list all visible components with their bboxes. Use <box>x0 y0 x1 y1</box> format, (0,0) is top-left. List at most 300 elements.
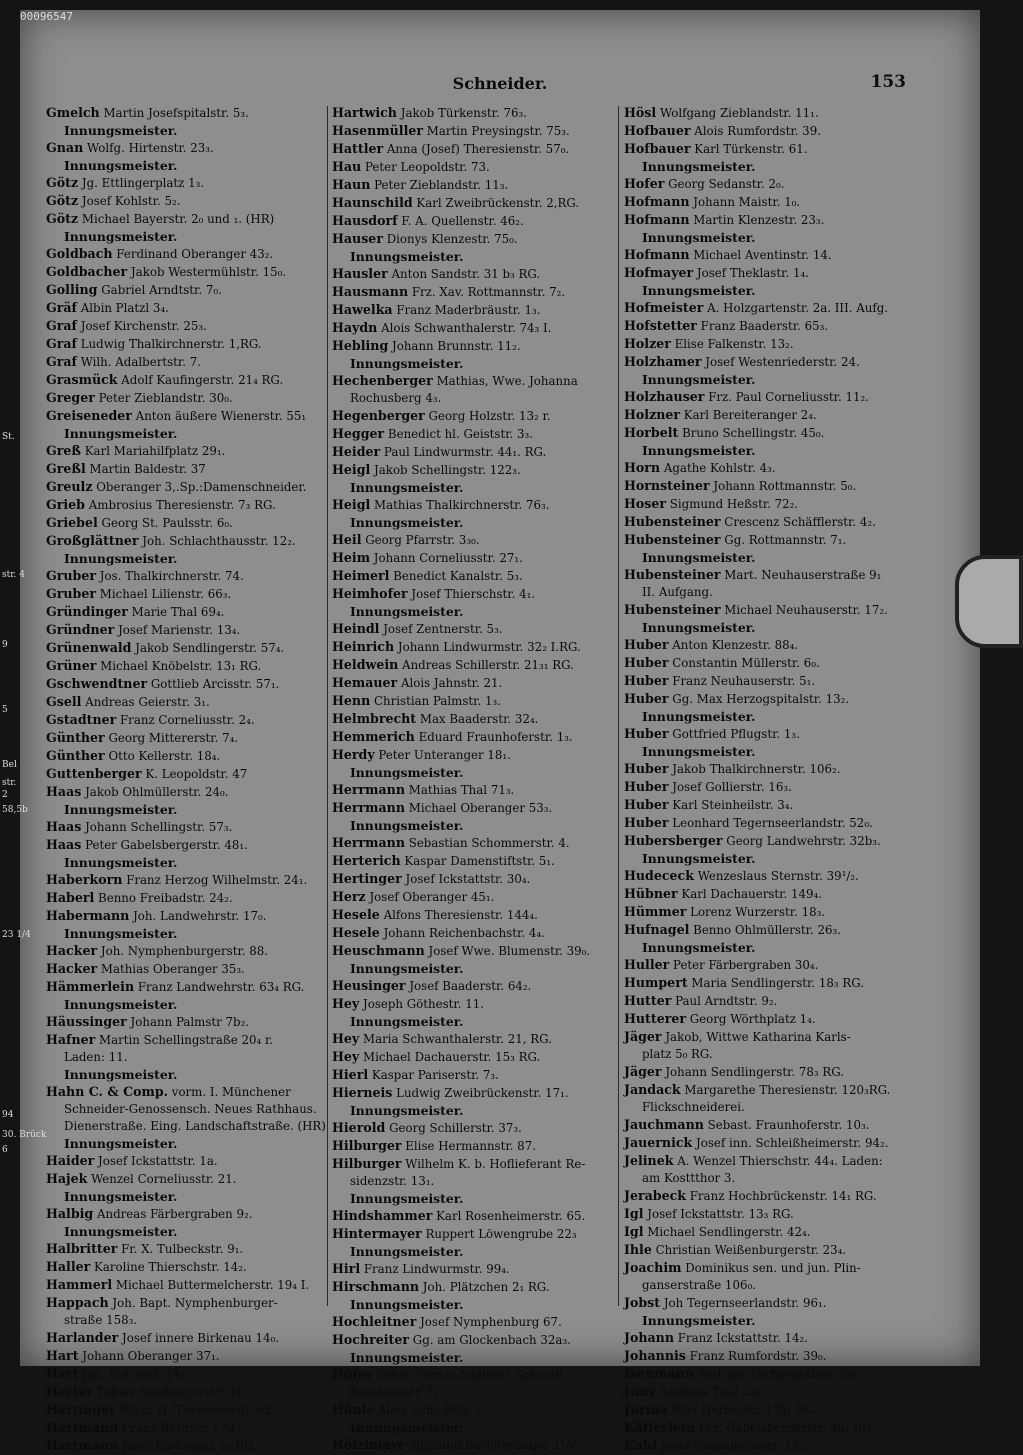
directory-entry <box>332 942 620 960</box>
entry-surname: Heigl <box>332 462 371 477</box>
entry-details: Frz. Gabelsbergerstr. 46₁ RG. <box>698 1421 876 1435</box>
directory-entry <box>332 531 620 549</box>
entry-details: Wenzel Corneliusstr. 21. <box>91 1172 237 1186</box>
directory-entry <box>624 1365 912 1383</box>
entry-details: Franz Rumfordstr. 39₀. <box>689 1349 827 1363</box>
entry-details: Ludwig Thalkirchnerstr. 1,RG. <box>80 337 262 351</box>
directory-entry <box>46 1205 334 1223</box>
directory-entry <box>624 832 912 850</box>
entry-surname: Greiseneder <box>46 408 132 423</box>
margin-note: 6 <box>2 1145 8 1155</box>
entry-surname: Habermann <box>46 908 130 923</box>
entry-surname: Horbelt <box>624 425 679 440</box>
entry-details: Johann Corneliusstr. 27₁. <box>373 551 523 565</box>
entry-details: Johann Reichenbachstr. 4₄. <box>383 926 545 940</box>
entry-details: Michael Knöbelstr. 13₁ RG. <box>100 659 262 673</box>
directory-entry <box>624 725 912 743</box>
directory-entry <box>624 1437 912 1455</box>
directory-entry <box>332 1278 620 1296</box>
entry-surname: Hofmayer <box>624 265 694 280</box>
entry-surname: Hofmeister <box>624 300 704 315</box>
entry-surname: Hierl <box>332 1067 369 1082</box>
directory-entry <box>332 1155 620 1173</box>
entry-surname: Heigl <box>332 497 371 512</box>
entry-surname: Hofstetter <box>624 318 697 333</box>
directory-entry <box>332 496 620 514</box>
directory-entry <box>624 1419 912 1437</box>
directory-entry <box>624 122 912 140</box>
directory-entry <box>624 1241 912 1259</box>
entry-details: Paul Lindwurmstr. 44₁. RG. <box>383 445 547 459</box>
entry-details: Joh Tegernseerlandstr. 96₁. <box>663 1296 827 1310</box>
guild-master-note: Innungsmeister. <box>64 1136 178 1151</box>
entry-details: Michael Neuhauserstr. 17₂. <box>724 603 888 617</box>
entry-surname: Heldwein <box>332 657 399 672</box>
entry-surname: Gstadtner <box>46 712 117 727</box>
entry-details: Jakob Türkenstr. 76₃. <box>400 106 527 120</box>
entry-details: Constantin Müllerstr. 6₀. <box>672 656 820 670</box>
entry-details: Alois Jahnstr. 21. <box>400 676 503 690</box>
entry-details: Anton Klenzestr. 88₄. <box>672 638 799 652</box>
guild-master-note: Innungsmeister. <box>350 765 464 780</box>
entry-details: Benedict Kanalstr. 5₃. <box>393 569 523 583</box>
entry-surname: Herterich <box>332 853 401 868</box>
margin-note: 23 1/4 <box>2 930 31 940</box>
entry-details: Josef Thierschstr. 4₁. <box>411 587 536 601</box>
directory-entry <box>46 711 334 729</box>
directory-entry <box>624 885 912 903</box>
entry-surname: Ihle <box>624 1242 652 1257</box>
entry-details: Anton äußere Wienerstr. 55₁ <box>135 409 307 423</box>
entry-surname: Hösl <box>624 105 657 120</box>
entry-surname: Hutterer <box>624 1011 686 1026</box>
entry-surname: Huber <box>624 797 669 812</box>
entry-details: Georg Holzstr. 13₂ r. <box>428 409 551 423</box>
directory-entry <box>624 246 912 264</box>
directory-entry <box>46 765 334 783</box>
entry-details: Martin Preysingstr. 75₃. <box>426 124 570 138</box>
entry-details: Franz Hochbrückenstr. 14₁ RG. <box>689 1189 877 1203</box>
guild-master-note: Innungsmeister. <box>350 604 464 619</box>
entry-details: Martin Klenzestr. 23₃. <box>693 213 825 227</box>
guild-master-note: Innungsmeister. <box>642 744 756 759</box>
entry-surname: Häussinger <box>46 1014 127 1029</box>
entry-continuation: Dienerstraße. Eing. Landschaftstraße. (HR) <box>64 1119 326 1133</box>
directory-entry <box>46 245 334 263</box>
directory-entry <box>624 1116 912 1134</box>
page-number: 153 <box>870 72 906 92</box>
entry-surname: Haas <box>46 837 82 852</box>
margin-note: str. <box>2 778 17 788</box>
entry-details: Gg. am Glockenbach 32a₃. <box>412 1333 571 1347</box>
directory-entry <box>46 783 334 801</box>
entry-surname: Grieb <box>46 497 85 512</box>
entry-continuation: Schneider-Genossensch. Neues Rathhaus. <box>64 1102 317 1116</box>
entry-surname: Hubersberger <box>624 833 723 848</box>
entry-details: Mart. Neuhauserstraße 9₁ <box>724 568 882 582</box>
entry-surname: Gründner <box>46 622 115 637</box>
entry-surname: Herdy <box>332 747 375 762</box>
entry-details: Frz. Xav. Rottmannstr. 7₂. <box>411 285 566 299</box>
entry-details: Josef Ickstattstr. 30₄. <box>405 872 531 886</box>
entry-surname: Gruber <box>46 586 96 601</box>
scan-id: 00096547 <box>20 10 73 23</box>
entry-details: Johann Rottmannstr. 5₀. <box>713 479 857 493</box>
directory-entry <box>46 729 334 747</box>
entry-surname: Heider <box>332 444 381 459</box>
entry-surname: Haunschild <box>332 195 413 210</box>
directory-entry <box>332 781 620 799</box>
directory-entry <box>624 211 912 229</box>
entry-surname: Heil <box>332 532 362 547</box>
directory-entry <box>332 638 620 656</box>
directory-entry <box>624 299 912 317</box>
directory-entry <box>332 230 620 248</box>
guild-master-note: Innungsmeister. <box>350 961 464 976</box>
directory-entry <box>46 603 334 621</box>
directory-entry <box>46 1383 334 1401</box>
directory-entry <box>46 263 334 281</box>
entry-surname: Graf <box>46 354 77 369</box>
directory-entry <box>332 1137 620 1155</box>
guild-master-note: Innungsmeister. <box>350 1103 464 1118</box>
directory-entry <box>624 1401 912 1419</box>
entry-surname: Götz <box>46 175 79 190</box>
entry-details: Martin Baldestr. 37 <box>89 462 206 476</box>
directory-entry <box>624 1081 912 1099</box>
entry-details: Marie Thal 69₄. <box>131 605 225 619</box>
entry-surname: Jandack <box>624 1082 681 1097</box>
directory-entry <box>46 1083 334 1101</box>
entry-surname: Hubensteiner <box>624 567 721 582</box>
entry-details: A. Holzgartenstr. 2a. III. Aufg. <box>707 301 889 315</box>
entry-details: Johann Maistr. 1₀. <box>693 195 801 209</box>
guild-master-note: Innungsmeister. <box>642 620 756 635</box>
guild-master-note: Innungsmeister. <box>642 159 756 174</box>
entry-surname: Herrmann <box>332 782 405 797</box>
entry-details: Mathias Oberanger 35₃. <box>100 962 245 976</box>
entry-surname: Hegenberger <box>332 408 425 423</box>
directory-entry <box>46 1031 334 1049</box>
entry-surname: Heinrich <box>332 639 395 654</box>
entry-surname: Haider <box>46 1153 95 1168</box>
directory-entry <box>46 1152 334 1170</box>
entry-surname: Jobst <box>624 1295 661 1310</box>
entry-details: Johann Sendlingerstr. 78₃ RG. <box>665 1065 845 1079</box>
entry-surname: Jauernick <box>624 1135 693 1150</box>
entry-details: Bruno Schellingstr. 45₀. <box>682 426 825 440</box>
entry-surname: Heimhofer <box>332 586 408 601</box>
entry-surname: Heindl <box>332 621 380 636</box>
entry-surname: Hattler <box>332 141 384 156</box>
entry-details: Karl Bereiteranger 2₄. <box>683 408 817 422</box>
directory-entry <box>332 567 620 585</box>
entry-details: Gottfried Pflugstr. 1₃. <box>672 727 800 741</box>
entry-details: A. Wenzel Thierschstr. 44₄. Laden: <box>677 1154 883 1168</box>
guild-master-note: Innungsmeister. <box>64 426 178 441</box>
entry-details: Benedict hl. Geiststr. 3₃. <box>387 427 534 441</box>
guild-master-note: Innungsmeister. <box>642 851 756 866</box>
entry-surname: Haas <box>46 819 82 834</box>
directory-entry <box>46 532 334 550</box>
entry-details: Karl Rosenheimerstr. 65. <box>436 1209 586 1223</box>
entry-details: Andreas Geierstr. 3₁. <box>85 695 210 709</box>
entry-surname: Hofmann <box>624 194 690 209</box>
entry-details: F. A. Quellenstr. 46₂. <box>401 214 524 228</box>
entry-surname: Holzner <box>624 407 681 422</box>
entry-surname: Hofbauer <box>624 123 691 138</box>
directory-entry <box>624 1063 912 1081</box>
guild-master-note: Innungsmeister. <box>642 1313 756 1328</box>
entry-details: Peter Unteranger 18₁. <box>378 748 511 762</box>
entry-details: Joh. Bapt. Nymphenburger- <box>112 1296 278 1310</box>
directory-entry <box>332 1260 620 1278</box>
entry-details: Josef Westenriederstr. 24. <box>705 355 860 369</box>
entry-surname: Jerabeck <box>624 1188 686 1203</box>
guild-master-note: Innungsmeister. <box>350 1350 464 1365</box>
directory-entry <box>332 728 620 746</box>
entry-details: Karl Türkenstr. 61. <box>694 142 808 156</box>
entry-details: Ambrosius Theresienstr. 7₃ RG. <box>88 498 276 512</box>
entry-surname: Hesele <box>332 925 380 940</box>
entry-surname: Happach <box>46 1295 109 1310</box>
directory-entry <box>624 513 912 531</box>
entry-surname: Halbritter <box>46 1241 118 1256</box>
guild-master-note: Innungsmeister. <box>350 1191 464 1206</box>
directory-entry <box>332 1436 620 1454</box>
entry-details: Wilh. Adalbertstr. 7. <box>80 355 201 369</box>
directory-entry <box>332 977 620 995</box>
entry-details: Georg Wörthplatz 1₄. <box>689 1012 816 1026</box>
entry-details: Michael Sendlingerstr. 42₄. <box>647 1225 811 1239</box>
entry-surname: Hubensteiner <box>624 602 721 617</box>
directory-entry <box>46 942 334 960</box>
entry-continuation: am Kosttthor 3. <box>642 1171 736 1185</box>
entry-details: Georg Pfarrstr. 3₃₀. <box>365 533 480 547</box>
entry-surname: Jelinek <box>624 1153 674 1168</box>
entry-details: Peter Färbergraben 30₄. <box>673 958 819 972</box>
entry-continuation: Rochusberg 4₃. <box>350 391 442 405</box>
entry-details: Sigmund Heßstr. 72₂. <box>669 497 799 511</box>
entry-details: Karoline Thierschstr. 14₂. <box>94 1260 247 1274</box>
entry-details: Franz Ickstattstr. 14₂. <box>677 1331 809 1345</box>
entry-surname: Gräf <box>46 300 77 315</box>
directory-entry <box>624 459 912 477</box>
entry-surname: Hausdorf <box>332 213 398 228</box>
entry-surname: Höfer <box>332 1367 373 1382</box>
entry-details: Mich. H. Theresienstr. 62₃. <box>119 1403 281 1417</box>
entry-details: Mathias, Wwe. Johanna <box>436 374 578 388</box>
guild-master-note: Innungsmeister. <box>350 1014 464 1029</box>
entry-surname: Gruber <box>46 568 96 583</box>
entry-surname: Huber <box>624 779 669 794</box>
directory-entry <box>46 1437 334 1455</box>
directory-entry <box>46 960 334 978</box>
directory-entry <box>332 585 620 603</box>
entry-surname: Grünenwald <box>46 640 132 655</box>
directory-entry <box>46 978 334 996</box>
entry-details: vorm. I. Münchener <box>171 1085 291 1099</box>
directory-entry <box>624 406 912 424</box>
directory-entry <box>46 460 334 478</box>
entry-surname: Hufnagel <box>624 922 690 937</box>
directory-entry <box>332 337 620 355</box>
entry-surname: Hofmann <box>624 247 690 262</box>
entry-surname: Hammerl <box>46 1277 113 1292</box>
guild-master-note: Innungsmeister. <box>64 855 178 870</box>
directory-entry <box>624 477 912 495</box>
entry-details: Albin Platzl 3₄. <box>80 301 169 315</box>
directory-entry <box>624 353 912 371</box>
entry-details: Jakob Thalkirchnerstr. 106₂. <box>672 762 841 776</box>
entry-details: Sebast. Fraunhoferstr. 10₃. <box>707 1118 870 1132</box>
entry-surname: Huber <box>624 673 669 688</box>
entry-surname: Herrmann <box>332 800 405 815</box>
entry-surname: Hartinger <box>46 1402 116 1417</box>
directory-entry <box>624 814 912 832</box>
directory-entry <box>624 140 912 158</box>
entry-details: Martin Schellingstraße 20₄ r. <box>99 1033 274 1047</box>
entry-surname: Hämmerlein <box>46 979 135 994</box>
guild-master-note: Innungsmeister. <box>642 230 756 245</box>
directory-entry <box>46 192 334 210</box>
entry-surname: Igl <box>624 1224 644 1239</box>
entry-continuation: platz 5₀ RG. <box>642 1047 713 1061</box>
entry-surname: Hey <box>332 1049 360 1064</box>
entry-details: Georg Landwehrstr. 32b₃. <box>726 834 881 848</box>
entry-details: Andreas Schillerstr. 21₃₁ RG. <box>402 658 574 672</box>
entry-details: Josef Theklastr. 1₄. <box>696 266 809 280</box>
guild-master-note: Innungsmeister. <box>64 802 178 817</box>
entry-surname: Henn <box>332 693 371 708</box>
entry-details: Kaspar Damenstiftstr. 5₁. <box>404 854 555 868</box>
directory-entry <box>624 1010 912 1028</box>
directory-entry <box>624 903 912 921</box>
directory-entry <box>624 1259 912 1277</box>
margin-note: 58,5b <box>2 805 28 815</box>
directory-page <box>20 10 980 1453</box>
directory-entry <box>624 175 912 193</box>
entry-details: Jos. Thalkirchnerstr. 74. <box>99 569 244 583</box>
entry-details: Michael Oberanger 53₃. <box>408 801 553 815</box>
entry-surname: Hilburger <box>332 1138 402 1153</box>
directory-entry <box>46 836 334 854</box>
directory-entry <box>332 656 620 674</box>
entry-details: Franz Landwehrstr. 63₄ RG. <box>137 980 305 994</box>
entry-continuation: straße 158₃. <box>64 1313 138 1327</box>
entry-details: Jakob Schellingstr. 122₃. <box>374 463 521 477</box>
entry-surname: Hümmer <box>624 904 687 919</box>
directory-entry <box>332 1366 620 1384</box>
directory-entry <box>624 1205 912 1223</box>
entry-surname: Hirl <box>332 1261 361 1276</box>
entry-surname: Huber <box>624 761 669 776</box>
directory-entry <box>332 140 620 158</box>
entry-details: Peter Gabelsbergerstr. 48₁. <box>85 838 248 852</box>
directory-entry <box>332 1207 620 1225</box>
directory-entry <box>46 639 334 657</box>
entry-details: Franz Maderbräustr. 1₃. <box>396 303 541 317</box>
entry-details: Christian Palmstr. 1₃. <box>373 694 501 708</box>
directory-entry <box>332 443 620 461</box>
entry-details: Wolfg. Hirtenstr. 23₃. <box>86 141 214 155</box>
entry-details: Gg. Max Herzogspitalstr. 13₂. <box>672 692 850 706</box>
entry-surname: Hirschmann <box>332 1279 420 1294</box>
entry-surname: Greß <box>46 443 81 458</box>
entry-surname: Harlander <box>46 1330 119 1345</box>
margin-note: 5 <box>2 705 8 715</box>
entry-surname: Hubensteiner <box>624 514 721 529</box>
entry-details: Peter Zieblandstr. 11₃. <box>374 178 509 192</box>
entry-details: Franz Herzog Wilhelmstr. 24₁. <box>126 873 308 887</box>
entry-details: Franz Lindwurmstr. 99₄. <box>363 1262 510 1276</box>
entry-details: Maria Schwanthalerstr. 21, RG. <box>362 1032 552 1046</box>
entry-surname: Gmelch <box>46 105 100 120</box>
guild-master-note: Innungsmeister. <box>350 480 464 495</box>
directory-entry <box>332 194 620 212</box>
directory-entry <box>332 710 620 728</box>
entry-surname: Hau <box>332 159 362 174</box>
directory-entry <box>332 407 620 425</box>
entry-surname: Gründinger <box>46 604 128 619</box>
entry-surname: Hausmann <box>332 284 409 299</box>
entry-surname: Götz <box>46 193 79 208</box>
directory-entry <box>624 867 912 885</box>
directory-entry <box>332 852 620 870</box>
column-3 <box>624 104 912 1455</box>
entry-surname: Helmbrecht <box>332 711 417 726</box>
entry-surname: Halbig <box>46 1206 94 1221</box>
entry-details: Alfons Theresienstr. 144₄. <box>383 908 538 922</box>
entry-details: Josef Ickstattstr. 1a. <box>98 1154 218 1168</box>
directory-entry <box>332 176 620 194</box>
entry-surname: Hutter <box>624 993 672 1008</box>
directory-entry <box>46 907 334 925</box>
margin-note: 2 <box>2 790 8 800</box>
entry-surname: Hoser <box>624 496 667 511</box>
entry-details: Margarethe Theresienstr. 120₃RG. <box>684 1083 891 1097</box>
entry-details: Dionys Klenzestr. 75₀. <box>386 232 518 246</box>
entry-details: Max Herbststr. 17a₁ RG. <box>671 1403 818 1417</box>
directory-entry <box>46 442 334 460</box>
entry-surname: Johannis <box>624 1348 686 1363</box>
entry-surname: Gsell <box>46 694 82 709</box>
entry-details: Joseph Göthestr. 11. <box>362 997 484 1011</box>
entry-surname: Griebel <box>46 515 98 530</box>
guild-master-note: Innungsmeister. <box>350 356 464 371</box>
guild-master-note: Innungsmeister. <box>64 1224 178 1239</box>
directory-entry <box>46 389 334 407</box>
entry-surname: Hafner <box>46 1032 96 1047</box>
entry-surname: Gschwendtner <box>46 676 148 691</box>
guild-master-note: Innungsmeister. <box>64 1189 178 1204</box>
entry-details: Josef Ickstattstr. 13₃ RG. <box>647 1207 794 1221</box>
directory-entry <box>332 1066 620 1084</box>
directory-entry <box>624 1028 912 1046</box>
entry-details: Benno Ohlmüllerstr. 26₃. <box>693 923 841 937</box>
margin-note: Bel <box>2 760 17 770</box>
entry-details: Josef Oberanger 45₁. <box>369 890 495 904</box>
entry-details: Jakob, Wittwe Katharina Karls- <box>665 1030 851 1044</box>
directory-entry <box>624 1223 912 1241</box>
directory-entry <box>46 585 334 603</box>
entry-details: Martin Josefspitalstr. 5₃. <box>103 106 249 120</box>
directory-entry <box>332 1048 620 1066</box>
entry-surname: Grasmück <box>46 372 118 387</box>
directory-entry <box>624 601 912 619</box>
entry-surname: Hawelka <box>332 302 393 317</box>
directory-entry <box>624 992 912 1010</box>
